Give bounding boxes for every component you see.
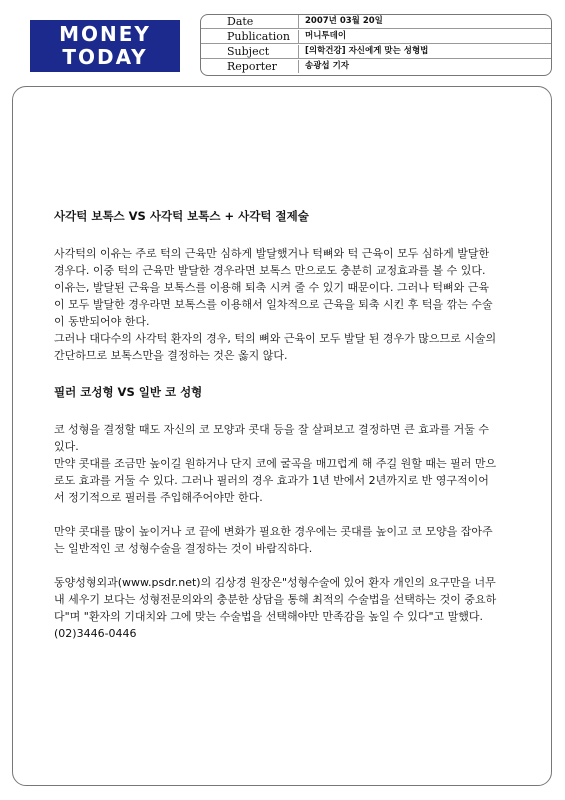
paragraph: 만약 콧대를 조금만 높이길 원하거나 단지 코에 굴곡을 매끄럽게 해 주길 원할 때는 필러 만으로도 효과를 거둘 수 있다. 그러나 필러의 경우 효과가 1년 반에서 2년까지로 반 영구적이어서 정기적으로 필러를 주입해주어야만 한다. bbox=[54, 457, 497, 504]
meta-value-date: 2007년 03월 20일 bbox=[305, 16, 383, 26]
meta-row-subject bbox=[201, 45, 551, 59]
paragraph: 만약 콧대를 많이 높이거나 코 끝에 변화가 필요한 경우에는 콧대를 높이고 코 모양을 잡아주는 일반적인 코 성형수술을 결정하는 것이 바람직하다. bbox=[54, 525, 493, 555]
section-heading-jaw: 사각턱 보톡스 VS 사각턱 보톡스 + 사각턱 절제술 bbox=[54, 209, 309, 223]
paragraph: 사각턱의 이유는 주로 턱의 근육만 심하게 발달했거나 턱뼈와 턱 근육이 모두 심하게 발달한 경우다. 이중 턱의 근육만 발달한 경우라면 보톡스 만으로도 충분히 교정효과를 볼 수 있다. 이유는, 발달된 근육을 보톡스를 이용해 퇴축 시켜 줄 수 있기 때문이다. 그러나 턱뼈와 근육이 모두 발달한 경우라면 보톡스를 이용해서 일차적으로 근육을 퇴축 시킨 후 턱을 깎는 수술이 동반되어야 한다. bbox=[54, 247, 493, 328]
section-heading-nose: 필러 코성형 VS 일반 코 성형 bbox=[54, 385, 203, 399]
money-today-logo bbox=[30, 20, 180, 72]
meta-label: Date bbox=[201, 15, 299, 28]
meta-value-reporter: 송광섭 기자 bbox=[305, 61, 350, 71]
meta-label: Publication bbox=[201, 30, 299, 43]
meta-label: Subject bbox=[201, 45, 299, 58]
paragraph: 코 성형을 결정할 때도 자신의 코 모양과 콧대 등을 잘 살펴보고 결정하면 큰 효과를 거둘 수 있다. bbox=[54, 423, 489, 453]
meta-value-publication: 머니투데이 bbox=[305, 31, 347, 41]
paragraph: 동양성형외과(www.psdr.net)의 김상경 원장은"성형수술에 있어 환자 개인의 요구만을 너무 내 세우기 보다는 성형전문의와의 충분한 상담을 통해 최적의 수술법을 선택하는 것이 중요하다"며 "환자의 기대치와 그에 맞는 수술법을 선택해야만 만족감을 높일 수 있다"고 말했다. (02)3446-0446 bbox=[54, 576, 497, 640]
logo-text-bottom: TODAY bbox=[62, 45, 148, 69]
meta-value-subject: [의학건강] 자신에게 맞는 성형법 bbox=[305, 46, 429, 56]
meta-row-publication bbox=[201, 30, 551, 44]
paragraph: 그러나 대다수의 사각턱 환자의 경우, 턱의 뼈와 근육이 모두 발달 된 경우가 많으므로 시술의 간단하므로 보톡스만을 결정하는 것은 옳지 않다. bbox=[54, 332, 497, 362]
logo-text-top: MONEY bbox=[59, 22, 151, 46]
article-meta-box bbox=[200, 14, 552, 76]
meta-row-date bbox=[201, 15, 551, 29]
article-content bbox=[54, 208, 499, 642]
meta-label: Reporter bbox=[201, 60, 299, 73]
meta-row-reporter bbox=[201, 60, 551, 73]
